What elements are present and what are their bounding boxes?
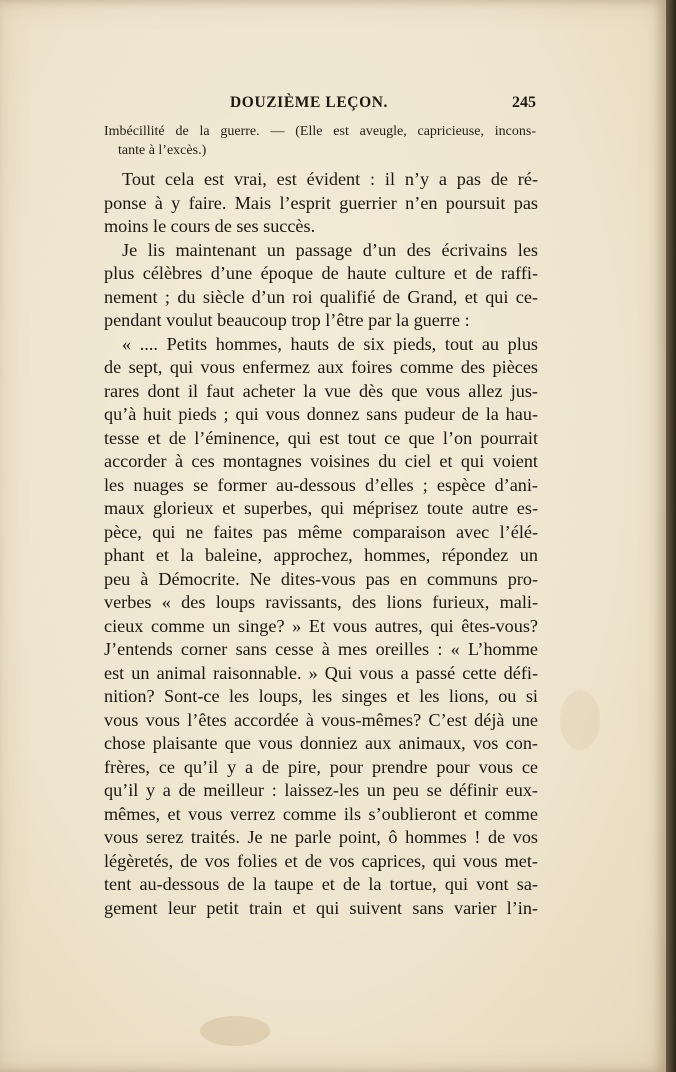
text-line: chose plaisante que vous donniez aux animaux, vos con- bbox=[104, 733, 538, 753]
text-line: légèretés, de vos folies et de vos caprices, qui vous met- bbox=[104, 850, 538, 871]
text-line: gement leur petit train et qui suivent sans varier l’in- bbox=[104, 897, 538, 918]
text-line: phant et la baleine, approchez, hommes, répondez un bbox=[104, 545, 538, 565]
text-line: Tout cela est vrai, est évident : il n’y a pas de ré- bbox=[122, 169, 538, 189]
text-line: de sept, qui vous enfermez aux foires comme des pièces bbox=[104, 357, 538, 377]
text-line: pendant voulut beaucoup trop l’être par la guerre : bbox=[104, 310, 470, 330]
text-line: qu’à huit pieds ; qui vous donnez sans pudeur de la hau- bbox=[104, 404, 538, 424]
text-line: est un animal raisonnable. » Qui vous a passé cette défi- bbox=[104, 662, 538, 683]
text-line: frères, ce qu’il y a de pire, pour prendre pour vous ce bbox=[104, 756, 538, 777]
text-line: moins le cours de ses succès. bbox=[104, 216, 316, 236]
text-line: cieux comme un singe? » Et vous autres, qui êtes-vous? bbox=[104, 615, 538, 636]
text-line: maux glorieux et superbes, qui méprisez toute autre es- bbox=[104, 498, 538, 518]
text-line: vous vous l’êtes accordée à vous-mêmes? C’est déjà une bbox=[104, 709, 538, 730]
text-line: plus célèbres d’une époque de haute culture et de raffi- bbox=[104, 263, 538, 283]
body-text bbox=[104, 168, 538, 920]
text-line: J’entends corner sans cesse à mes oreilles : « L’homme bbox=[104, 639, 538, 659]
summary-line: tante à l’excès.) bbox=[118, 143, 207, 158]
text-line: rares dont il faut acheter la vue dès que vous allez jus- bbox=[104, 380, 538, 401]
text-line: Je lis maintenant un passage d’un des écrivains les bbox=[122, 239, 538, 260]
running-head-title: DOUZIÈME LEÇON. bbox=[230, 94, 388, 111]
text-line: tesse et de l’éminence, qui est tout ce que l’on pourrait bbox=[104, 427, 538, 448]
text-line: tent au-dessous de la taupe et de la tortue, qui vont sa- bbox=[104, 874, 538, 894]
text-line: nition? Sont-ce les loups, les singes et les lions, ou si bbox=[104, 686, 538, 706]
paper-stain bbox=[200, 1016, 270, 1046]
text-line: accorder à ces montagnes voisines du ciel et qui voient bbox=[104, 451, 538, 471]
text-line: « .... Petits hommes, hauts de six pieds, tout au plus bbox=[122, 333, 538, 354]
running-head bbox=[104, 94, 536, 120]
text-line: peu à Démocrite. Ne dites-vous pas en communs pro- bbox=[104, 568, 538, 589]
text-line: pèce, qui ne faites pas même comparaison avec l’élé- bbox=[104, 521, 538, 542]
text-line: mêmes, et vous verrez comme ils s’oublieront et comme bbox=[104, 803, 538, 824]
page-number: 245 bbox=[512, 94, 536, 111]
text-line: verbes « des loups ravissants, des lions furieux, mali- bbox=[104, 592, 538, 612]
text-line: vous serez traités. Je ne parle point, ô hommes ! de vos bbox=[104, 827, 538, 847]
text-line: les nuages se former au-dessous d’elles ; espèce d’ani- bbox=[104, 474, 538, 495]
chapter-summary bbox=[104, 122, 536, 160]
text-line: ponse à y faire. Mais l’esprit guerrier n’en poursuit pas bbox=[104, 192, 538, 213]
paper-stain bbox=[560, 690, 600, 750]
book-edge bbox=[666, 0, 676, 1072]
summary-line: Imbécillité de la guerre. — (Elle est aveugle, capricieuse, incons- bbox=[104, 124, 536, 139]
text-line: qu’il y a de meilleur : laissez-les un peu se définir eux- bbox=[104, 780, 538, 800]
text-line: nement ; du siècle d’un roi qualifié de Grand, et qui ce- bbox=[104, 286, 538, 307]
